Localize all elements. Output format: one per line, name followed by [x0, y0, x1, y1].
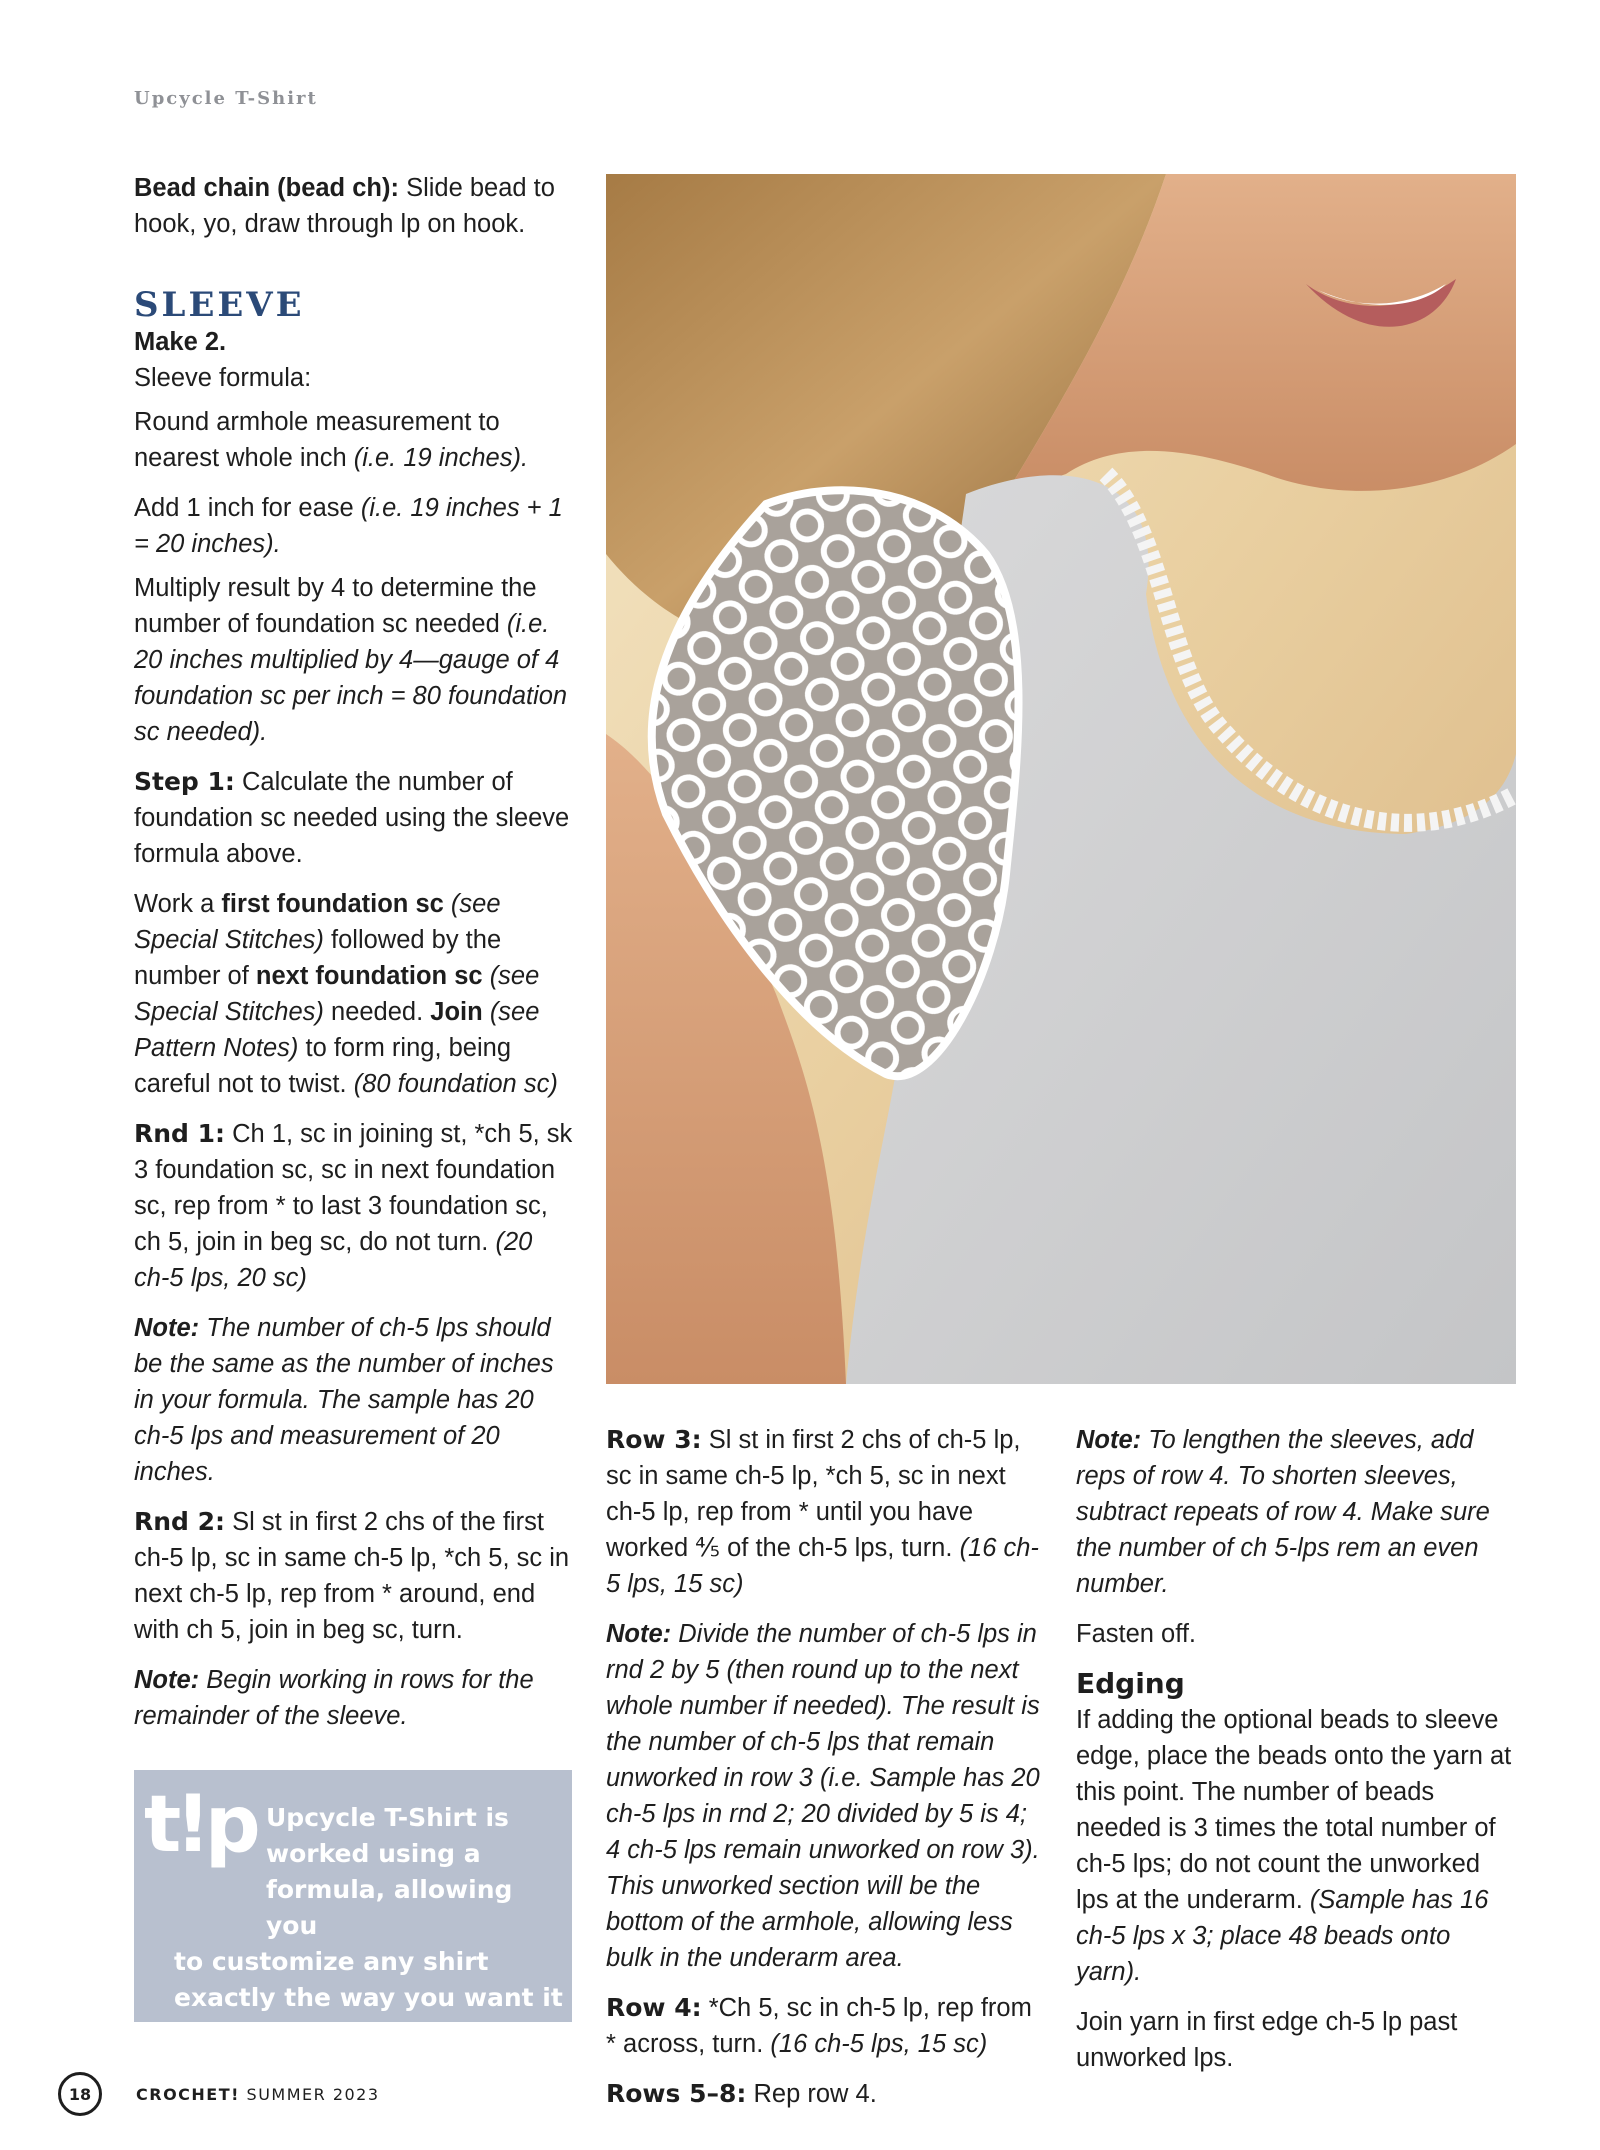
note-4 — [1076, 1422, 1516, 1602]
round-2 — [134, 1504, 574, 1648]
rows-5-8 — [606, 2076, 1046, 2112]
formula-multiply-step — [134, 570, 574, 750]
column-right — [1076, 1422, 1516, 2090]
row-3-label: Row 3: — [606, 1425, 702, 1454]
tip-text-line-2: to customize any shirt exactly the way you want it to look. — [174, 1947, 563, 2048]
page-footer — [58, 2072, 380, 2116]
edging-text: If adding the optional beads to sleeve edge, place the beads onto the yarn at this point. The number of beads needed is 3 times the total number of ch-5 lps; do not count the unworked lps at the underarm. — [1076, 1706, 1512, 1914]
row-4-count: (16 ch-5 lps, 15 sc) — [770, 2030, 988, 2058]
formula-round-step — [134, 404, 574, 476]
row-3 — [606, 1422, 1046, 1602]
page-number: 18 — [58, 2072, 102, 2116]
model-photo — [606, 174, 1516, 1384]
issue-label: SUMMER 2023 — [246, 2084, 380, 2104]
row-4-text: *Ch 5, sc in ch-5 lp, rep from * across, turn. — [606, 1994, 1032, 2058]
note-1-label: Note: — [134, 1314, 200, 1342]
section-title-sleeve: SLEEVE — [134, 285, 305, 325]
see-pattern-notes: (see Pattern Notes) — [134, 998, 540, 1062]
first-foundation-term: first foundation sc — [221, 890, 444, 918]
note-1-text: The number of ch-5 lps should be the same as the number of inches in your formula. The sample has 20 ch-5 lps and measurement of 20 inches. — [134, 1314, 554, 1486]
join-text: to form ring, being careful not to twist. — [134, 1034, 512, 1098]
round-2-label: Rnd 2: — [134, 1507, 226, 1536]
edging-paragraph — [1076, 1702, 1516, 1990]
crochet-sleeve-illustration — [606, 174, 1516, 1384]
round-1-label: Rnd 1: — [134, 1119, 226, 1148]
rows-5-8-label: Rows 5–8: — [606, 2079, 747, 2108]
magazine-name: CROCHET! — [136, 2084, 240, 2104]
sleeve-formula-label: Sleeve formula: — [134, 364, 312, 392]
note-2-label: Note: — [134, 1666, 200, 1694]
make-count: Make 2. — [134, 328, 227, 356]
multiply-text: Multiply result by 4 to determine the number of foundation sc needed — [134, 574, 537, 638]
column-left — [134, 170, 574, 1748]
round-text: Round armhole measurement to nearest whole inch — [134, 408, 500, 472]
note-4-text: To lengthen the sleeves, add reps of row 4. To shorten sleeves, subtract repeats of row 4. Make sure the number of ch 5-lps rem an even number. — [1076, 1426, 1490, 1598]
step-1-text: Calculate the number of foundation sc needed using the sleeve formula above. — [134, 768, 570, 868]
note-2-text: Begin working in rows for the remainder of the sleeve. — [134, 1666, 534, 1730]
round-1 — [134, 1116, 574, 1296]
note-3-text: Divide the number of ch-5 lps in rnd 2 by 5 (then round up to the next whole number if needed). The result is the number of ch-5 lps that remain unworked in row 3 (i.e. Sample has 20 ch-5 lps in rnd 2; 20 divided by 5 is 4; 4 ch-5 lps remain unworked on row 3). This unworked section will be the bottom of the armhole, allowing less bulk in the underarm area. — [606, 1620, 1040, 1972]
note-1 — [134, 1310, 574, 1490]
tip-box — [134, 1770, 572, 2048]
tip-text-line-1: Upcycle T-Shirt is worked using a formula, allowing you — [266, 1803, 513, 1940]
add-text: Add 1 inch for ease — [134, 494, 354, 522]
running-head: Upcycle T-Shirt — [134, 88, 318, 109]
note-2 — [134, 1662, 574, 1734]
round-1-count: (20 ch-5 lps, 20 sc) — [134, 1228, 533, 1292]
join-yarn: Join yarn in first edge ch-5 lp past unworked lps. — [1076, 2008, 1458, 2072]
note-3 — [606, 1616, 1046, 1976]
followed-by: followed by the number of — [134, 926, 502, 990]
bead-chain-text: Slide bead to hook, yo, draw through lp on hook. — [134, 174, 555, 238]
bead-chain-term: Bead chain (bead ch): — [134, 174, 399, 202]
work-a: Work a — [134, 890, 215, 918]
edging-title: Edging — [1076, 1667, 1185, 1700]
tip-text — [174, 1800, 564, 2052]
row-3-text: Sl st in first 2 chs of ch-5 lp, sc in same ch-5 lp, *ch 5, sc in next ch-5 lp, rep from * until you have worked ⅘ of the ch-5 lps, turn. — [606, 1426, 1021, 1562]
add-example: (i.e. 19 inches + 1 = 20 inches). — [134, 494, 563, 558]
tip-logo: t!p — [144, 1780, 255, 1870]
rows-5-8-text: Rep row 4. — [753, 2080, 877, 2108]
foundation-instructions — [134, 886, 574, 1102]
needed: needed. — [331, 998, 424, 1026]
round-example: (i.e. 19 inches). — [353, 444, 529, 472]
round-1-text: Ch 1, sc in joining st, *ch 5, sk 3 foundation sc, sc in next foundation sc, rep from * to last 3 foundation sc, ch 5, join in beg sc, do not turn. — [134, 1120, 573, 1256]
next-foundation-term: next foundation sc — [255, 962, 483, 990]
step-1 — [134, 764, 574, 872]
row-3-count: (16 ch-5 lps, 15 sc) — [606, 1534, 1039, 1598]
row-4 — [606, 1990, 1046, 2062]
bead-chain-paragraph — [134, 170, 574, 242]
see-special-stitches-2: (see Special Stitches) — [134, 962, 540, 1026]
fasten-off: Fasten off. — [1076, 1620, 1197, 1648]
join-count: (80 foundation sc) — [353, 1070, 558, 1098]
multiply-example: (i.e. 20 inches multiplied by 4—gauge of 4 foundation sc per inch = 80 foundation sc needed). — [134, 610, 568, 746]
step-1-label: Step 1: — [134, 767, 235, 796]
magazine-issue — [136, 2085, 380, 2104]
column-middle — [606, 1422, 1046, 2126]
see-special-stitches-1: (see Special Stitches) — [134, 890, 501, 954]
edging-example: (Sample has 16 ch-5 lps x 3; place 48 beads onto yarn). — [1076, 1886, 1489, 1986]
join-term: Join — [430, 998, 483, 1026]
row-4-label: Row 4: — [606, 1993, 702, 2022]
formula-add-step — [134, 490, 574, 562]
note-3-label: Note: — [606, 1620, 672, 1648]
note-4-label: Note: — [1076, 1426, 1142, 1454]
round-2-text: Sl st in first 2 chs of the first ch-5 lp, sc in same ch-5 lp, *ch 5, sc in next ch-5 lp, rep from * around, end with ch 5, join in beg sc, turn. — [134, 1508, 570, 1644]
